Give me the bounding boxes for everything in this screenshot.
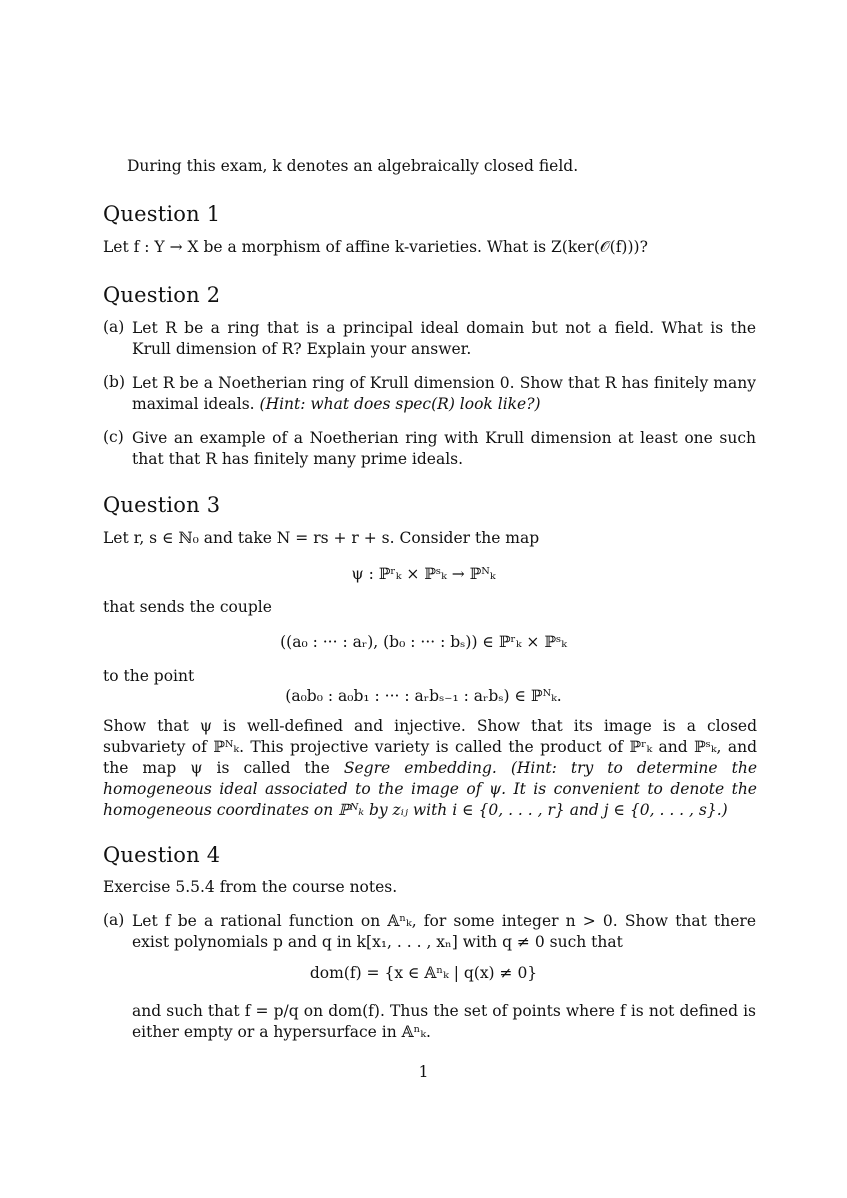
q2-b-hint: (Hint: what does spec(R) look like?) [259,395,541,413]
q3-to-point-text: to the point [103,667,195,685]
question-3-heading: Question 3 [103,493,221,517]
q2-a-text: Let R be a ring that is a principal ideal domain but not a field. What is the Krull dimension of R? Explain your answer. [132,319,756,358]
q4-a-text: Let f be a rational function on 𝔸ⁿₖ, for some integer n > 0. Show that there exist polynomials p and q in k[x₁, . . . , xₙ] with q ≠ 0 such that [132,912,756,951]
q4-dom-formula: dom(f) = {x ∈ 𝔸ⁿₖ | q(x) ≠ 0} [309,964,538,982]
q2-c-label: (c) [103,428,124,446]
question-1-text: Let f : Y → X be a morphism of affine k-varieties. What is Z(ker(𝒪(f)))? [103,238,648,256]
q4-a-label: (a) [103,911,125,929]
q3-point-formula: (a₀b₀ : a₀b₁ : ··· : aᵣbₛ₋₁ : aᵣbₛ) ∈ ℙᴺₖ. [285,687,562,705]
q3-body-text: Show that ψ is well-defined and injective. Show that its image is a closed subvariety of ℙᴺₖ. This projective variety is called the product of ℙʳₖ and ℙˢₖ, and the map ψ is called the [103,717,757,777]
q3-couple-formula: ((a₀ : ··· : aᵣ), (b₀ : ··· : bₛ)) ∈ ℙʳₖ × ℙˢₖ [280,633,567,651]
q2-a-label: (a) [103,318,125,336]
page-number: 1 [418,1063,429,1081]
q3-segre: Segre embedding. [343,759,497,777]
q3-intro: Let r, s ∈ ℕ₀ and take N = rs + r + s. Consider the map [103,529,540,547]
question-4-heading: Question 4 [103,843,221,867]
q3-body [103,716,757,821]
q3-map-formula: ψ : ℙʳₖ × ℙˢₖ → ℙᴺₖ [351,565,496,583]
q3-hint: (Hint: try to determine the homogeneous ideal associated to the image of ψ. It is convenient to denote the homogeneous coordinates on ℙᴺₖ by zᵢⱼ with i ∈ {0, . . . , r} and j ∈ {0, . . . , s}.) [103,759,757,819]
question-1-heading: Question 1 [103,202,221,226]
q4-a-tail: and such that f = p/q on dom(f). Thus the set of points where f is not defined is either empty or a hypersurface in 𝔸ⁿₖ. [132,1002,756,1041]
q3-sends-text: that sends the couple [103,598,272,616]
q2-b-text: Let R be a Noetherian ring of Krull dimension 0. Show that R has finitely many maximal ideals. [132,374,756,413]
question-2-heading: Question 2 [103,283,221,307]
q2-b-label: (b) [103,373,126,391]
q2-b-body [132,373,756,415]
q2-c-text: Give an example of a Noetherian ring with Krull dimension at least one such that that R has finitely many prime ideals. [132,429,756,468]
intro-text: During this exam, k denotes an algebraically closed field. [127,157,579,175]
q4-intro: Exercise 5.5.4 from the course notes. [103,878,398,896]
